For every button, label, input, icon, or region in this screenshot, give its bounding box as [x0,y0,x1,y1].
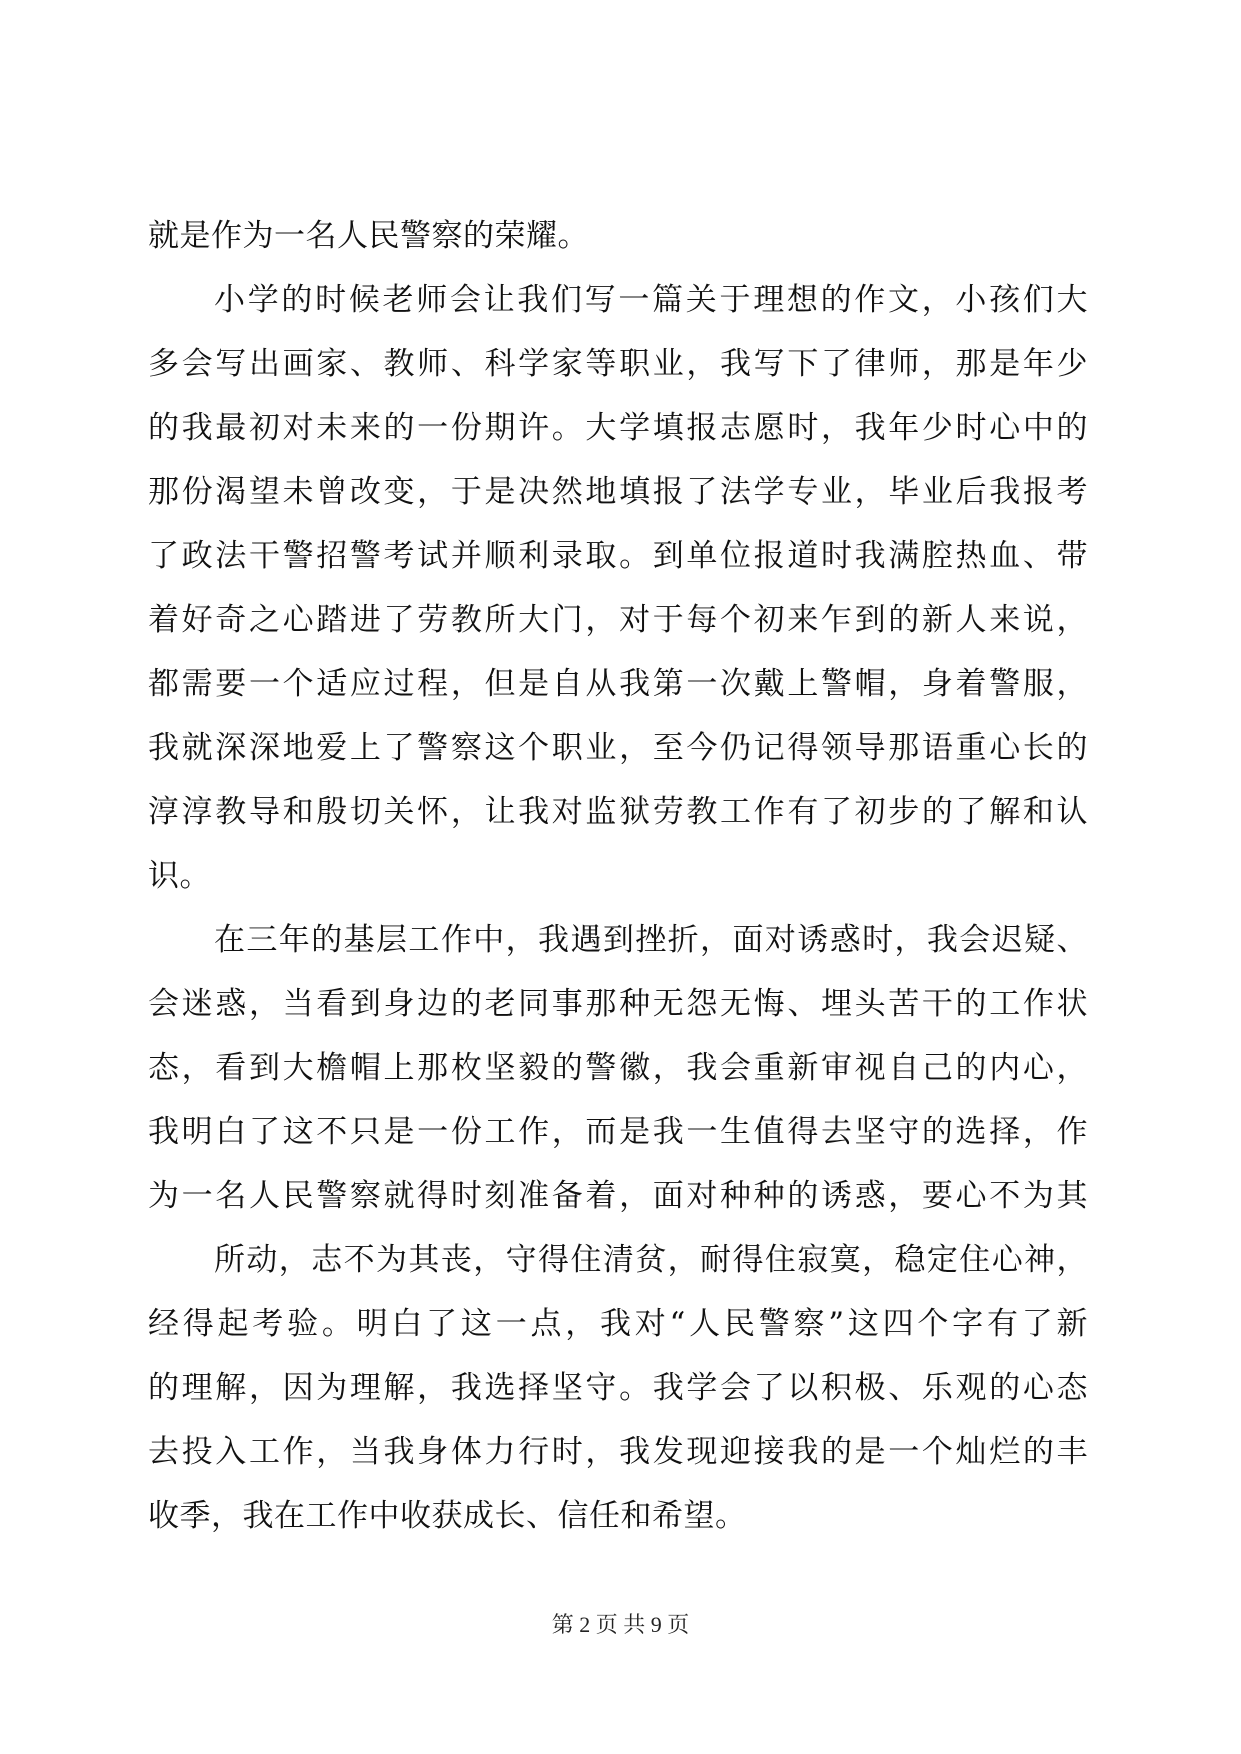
paragraph-2-line-3: 的我最初对未来的一份期许。大学填报志愿时，我年少时心中的 [148,410,1088,446]
paragraph-4-line-3: 的理解，因为理解，我选择坚守。我学会了以积极、乐观的心态 [148,1370,1088,1406]
document-body [148,204,1088,1548]
paragraph-3-line-2: 会迷惑，当看到身边的老同事那种无怨无悔、埋头苦干的工作状 [148,986,1088,1022]
paragraph-2-line-2: 多会写出画家、教师、科学家等职业，我写下了律师，那是年少 [148,346,1088,382]
paragraph-2-line-10: 识。 [148,858,211,894]
paragraph-3-line-1: 在三年的基层工作中，我遇到挫折，面对诱惑时，我会迟疑、 [214,922,1088,958]
paragraph-2-line-9: 淳淳教导和殷切关怀，让我对监狱劳教工作有了初步的了解和认 [148,794,1088,830]
paragraph-2-line-1: 小学的时候老师会让我们写一篇关于理想的作文，小孩们大 [214,282,1088,318]
paragraph-2-line-8: 我就深深地爱上了警察这个职业，至今仍记得领导那语重心长的 [148,730,1088,766]
paragraph-2-line-6: 着好奇之心踏进了劳教所大门，对于每个初来乍到的新人来说， [148,602,1088,638]
paragraph-4-line-1: 所动，志不为其丧，守得住清贫，耐得住寂寞，稳定住心神， [214,1242,1088,1278]
page-number-footer: 第 2 页 共 9 页 [551,1612,690,1637]
paragraph-2-line-7: 都需要一个适应过程，但是自从我第一次戴上警帽，身着警服， [148,666,1088,702]
paragraph-4-line-2: 经得起考验。明白了这一点，我对“人民警察”这四个字有了新 [148,1306,1088,1342]
paragraph-2-line-4: 那份渴望未曾改变，于是决然地填报了法学专业，毕业后我报考 [148,474,1088,510]
paragraph-3-line-4: 我明白了这不只是一份工作，而是我一生值得去坚守的选择，作 [148,1114,1088,1150]
paragraph-1-line-1: 就是作为一名人民警察的荣耀。 [148,218,589,254]
paragraph-3-line-5: 为一名人民警察就得时刻准备着，面对种种的诱惑，要心不为其 [148,1178,1088,1214]
paragraph-2-line-5: 了政法干警招警考试并顺利录取。到单位报道时我满腔热血、带 [148,538,1088,574]
paragraph-4-line-5: 收季，我在工作中收获成长、信任和希望。 [148,1498,747,1534]
paragraph-4-line-4: 去投入工作，当我身体力行时，我发现迎接我的是一个灿烂的丰 [148,1434,1088,1470]
paragraph-3-line-3: 态，看到大檐帽上那枚坚毅的警徽，我会重新审视自己的内心， [148,1050,1088,1086]
